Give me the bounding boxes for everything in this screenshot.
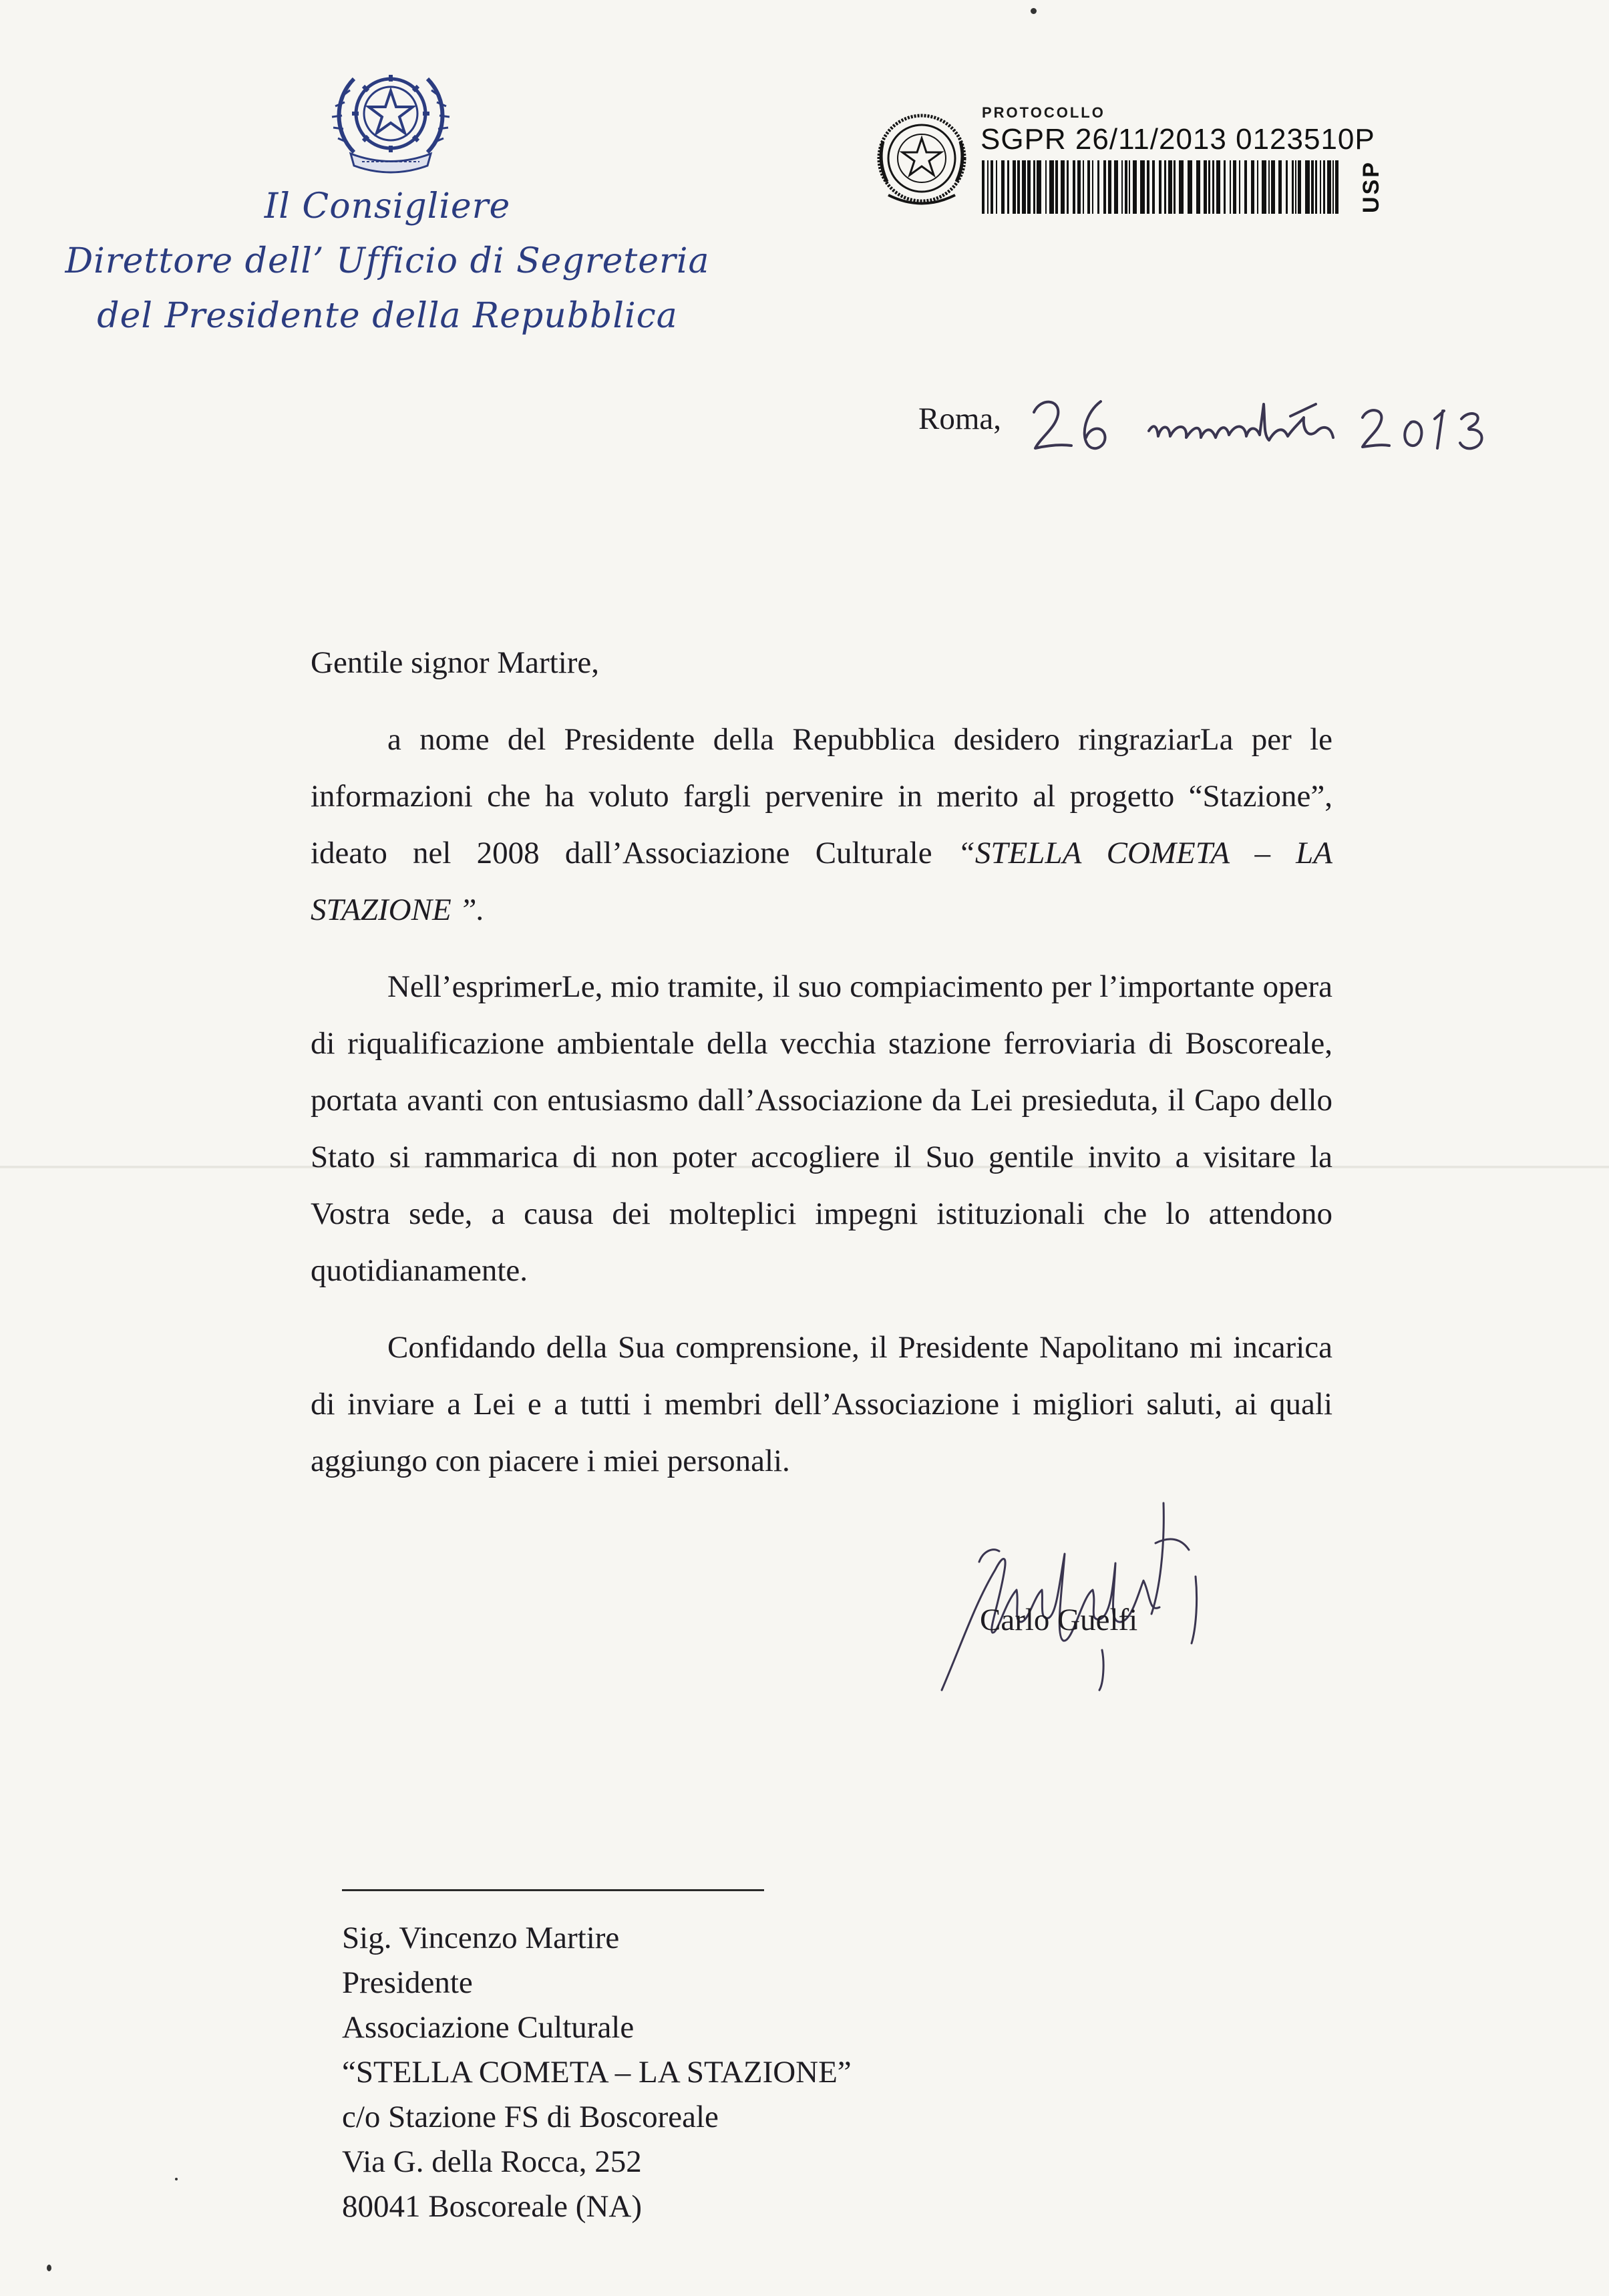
address-line: Associazione Culturale: [342, 2010, 635, 2045]
barcode-bar: [1188, 160, 1192, 214]
barcode-bar: [1295, 160, 1296, 214]
handwritten-signature: [862, 1490, 1256, 1697]
address-line: “STELLA COMETA – LA STAZIONE”: [342, 2055, 852, 2090]
protocol-label: PROTOCOLLO: [982, 104, 1105, 121]
barcode-bar: [982, 160, 985, 214]
barcode-bar: [1017, 160, 1020, 214]
barcode-bar: [1125, 160, 1127, 214]
address-separator-line: [342, 1889, 764, 1891]
barcode-bar: [1013, 160, 1016, 214]
barcode-bar: [1055, 160, 1058, 214]
barcode-bar: [1315, 160, 1317, 214]
barcode-bar: [1121, 160, 1123, 214]
scan-speck: [47, 2265, 51, 2271]
protocol-number: SGPR 26/11/2013 0123510P: [980, 123, 1375, 156]
usp-label: USP: [1358, 160, 1384, 213]
barcode-bar: [1022, 160, 1026, 214]
barcode-bar: [1332, 160, 1334, 214]
barcode-bar: [1233, 160, 1236, 214]
protocol-side-label: [1356, 154, 1396, 220]
barcode-bar: [1298, 160, 1301, 214]
date-place: Roma,: [918, 401, 1002, 436]
letter-body: [311, 635, 1332, 1510]
barcode-bar: [1278, 160, 1282, 214]
protocol-barcode: [982, 160, 1343, 214]
barcode-bar: [1033, 160, 1035, 214]
barcode-bar: [996, 160, 997, 214]
barcode-bar: [1129, 160, 1130, 214]
salutation: Gentile signor Martire,: [311, 645, 600, 680]
barcode-bar: [1216, 160, 1220, 214]
barcode-bar: [1230, 160, 1231, 214]
barcode-bar: [1001, 160, 1005, 214]
association-name-italic: “STELLA COMETA – LA STAZIONE ”.: [311, 836, 1332, 927]
barcode-bar: [1251, 160, 1254, 214]
barcode-bar: [1239, 160, 1240, 214]
letterhead: [60, 179, 715, 343]
barcode-bar: [1092, 160, 1093, 214]
barcode-bar: [1087, 160, 1090, 214]
barcode-bar: [1305, 160, 1310, 214]
barcode-bar: [1083, 160, 1084, 214]
barcode-bar: [1224, 160, 1226, 214]
handwritten-date: [1029, 384, 1496, 458]
barcode-bar: [1179, 160, 1184, 214]
barcode-bar: [1268, 160, 1270, 214]
barcode-bar: [1073, 160, 1075, 214]
barcode-bar: [1286, 160, 1288, 214]
paragraph-2: Nell’esprimerLe, mio tramite, il suo compiacimento per l’importante opera di riqualificazione ambientale della vecchia stazione ferroviaria di Boscoreale, portata avanti con entusiasmo dall’Associazione da Lei presieduta, il Capo dello Stato si rammarica di non poter accogliere il Suo gentile invito a visitare la Vostra sede, a causa dei molteplici impegni istituzionali che lo attendono quotidianamente.: [311, 969, 1332, 1288]
address-line: Presidente: [342, 1965, 473, 2000]
letterhead-line: Direttore dell’ Ufficio di Segreteria: [65, 241, 710, 281]
barcode-bar: [1152, 160, 1155, 214]
barcode-bar: [1208, 160, 1210, 214]
barcode-bar: [1244, 160, 1247, 214]
barcode-bar: [1049, 160, 1054, 214]
italian-republic-emblem: [327, 52, 454, 179]
barcode-bar: [1067, 160, 1069, 214]
barcode-bar: [1159, 160, 1161, 214]
protocol-stamp: [868, 94, 1403, 227]
barcode-bar: [1212, 160, 1214, 214]
barcode-bar: [1007, 160, 1009, 214]
barcode-bar: [1108, 160, 1111, 214]
barcode-bar: [1335, 160, 1338, 214]
letterhead-line: Il Consigliere: [264, 186, 511, 226]
barcode-bar: [1204, 160, 1207, 214]
barcode-bar: [1027, 160, 1031, 214]
barcode-bar: [1147, 160, 1149, 214]
address-line: 80041 Boscoreale (NA): [342, 2189, 642, 2224]
paragraph-3: Confidando della Sua comprensione, il Presidente Napolitano mi incarica di inviare a Lei e a tutti i membri dell’Associazione i migliori saluti, ai quali aggiungo con piacere i miei personali.: [311, 1330, 1332, 1478]
letterhead-line: del Presidente della Repubblica: [97, 296, 678, 336]
barcode-bar: [1097, 160, 1099, 214]
barcode-bar: [1140, 160, 1145, 214]
address-line: Via G. della Rocca, 252: [342, 2144, 642, 2179]
barcode-bar: [1114, 160, 1118, 214]
address-line: c/o Stazione FS di Boscoreale: [342, 2100, 719, 2134]
barcode-bar: [1311, 160, 1314, 214]
barcode-bar: [1103, 160, 1106, 214]
barcode-bar: [1323, 160, 1325, 214]
barcode-bar: [1061, 160, 1065, 214]
barcode-bar: [1037, 160, 1041, 214]
barcode-bar: [1164, 160, 1166, 214]
barcode-bar: [1174, 160, 1176, 214]
paragraph-1-text: a nome del Presidente della Repubblica desidero ringraziarLa per le informazioni che ha voluto fargli pervenire in merito al progetto “Stazione”, ideato nel 2008 dall’Associazione Culturale: [311, 722, 1332, 870]
scan-speck: [175, 2178, 178, 2180]
barcode-bar: [1168, 160, 1172, 214]
scan-speck: [1031, 8, 1037, 14]
barcode-bar: [1133, 160, 1137, 214]
barcode-bar: [1196, 160, 1200, 214]
barcode-bar: [1320, 160, 1321, 214]
barcode-bar: [1271, 160, 1275, 214]
barcode-bar: [1257, 160, 1258, 214]
address-line: Sig. Vincenzo Martire: [342, 1921, 620, 1955]
paragraph-1: [311, 711, 1332, 939]
barcode-bar: [987, 160, 989, 214]
barcode-bar: [1327, 160, 1331, 214]
recipient-address: [342, 1916, 852, 2229]
barcode-bar: [1045, 160, 1047, 214]
barcode-bar: [1262, 160, 1266, 214]
signatory-name: Carlo Guelfi: [980, 1603, 1138, 1637]
barcode-bar: [991, 160, 993, 214]
protocol-seal-icon: [868, 102, 975, 215]
barcode-bar: [1292, 160, 1294, 214]
barcode-bar: [1077, 160, 1081, 214]
